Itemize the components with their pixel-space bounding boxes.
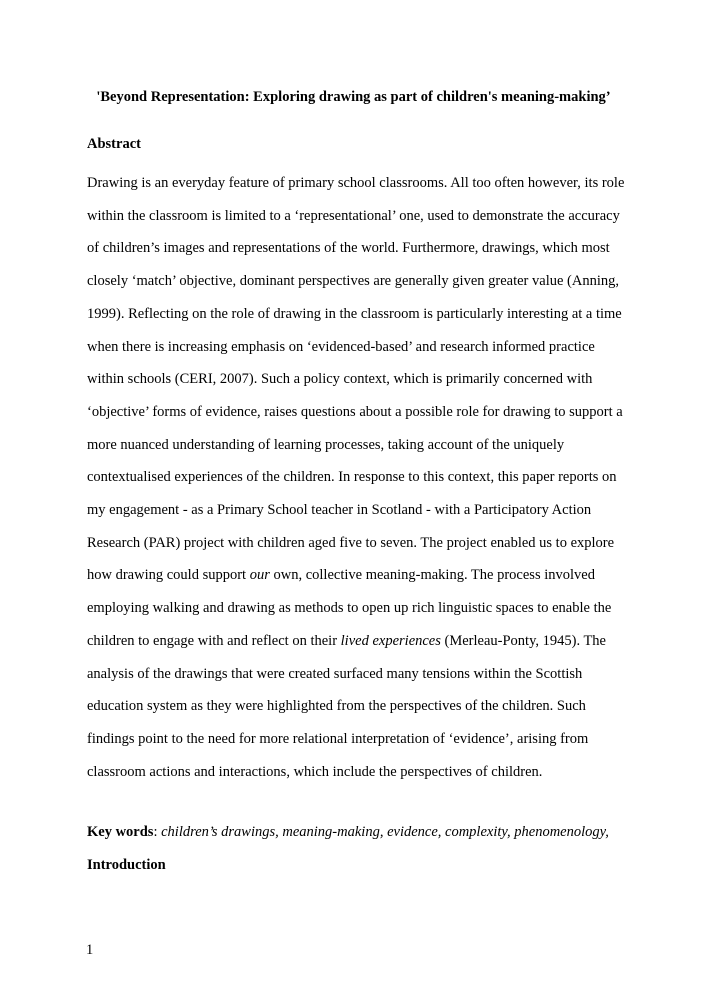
abstract-line: contextualised experiences of the children. In response to this context, this paper reports on (87, 469, 617, 486)
abstract-line: Drawing is an everyday feature of primary school classrooms. All too often however, its role (87, 175, 625, 191)
abstract-line: ‘objective’ forms of evidence, raises questions about a possible role for drawing to support a (87, 403, 623, 420)
abstract-line: classroom actions and interactions, which include the perspectives of children. (87, 763, 543, 780)
abstract-line: how drawing could support our own, collective meaning-making. The process involved (87, 567, 595, 584)
introduction-heading: Introduction (87, 857, 166, 873)
paper-title: 'Beyond Representation: Exploring drawing as part of children's meaning-making’ (96, 89, 611, 105)
page-number: 1 (86, 942, 94, 958)
abstract-line: my engagement - as a Primary School teacher in Scotland - with a Participatory Action (87, 502, 592, 519)
abstract-line: more nuanced understanding of learning processes, taking account of the uniquely (87, 436, 565, 453)
abstract-line: findings point to the need for more relational interpretation of ‘evidence’, arising from (87, 730, 589, 747)
abstract-line: analysis of the drawings that were created surfaced many tensions within the Scottish (87, 665, 583, 682)
abstract-line: Research (PAR) project with children aged five to seven. The project enabled us to explore (87, 534, 615, 551)
abstract-line: within the classroom is limited to a ‘representational’ one, used to demonstrate the accuracy (87, 207, 620, 224)
emphasis-lived-experiences: lived experiences (340, 632, 441, 649)
abstract-line: 1999). Reflecting on the role of drawing in the classroom is particularly interesting at a time (87, 305, 622, 322)
abstract-line: of children’s images and representations of the world. Furthermore, drawings, which most (87, 240, 610, 257)
abstract-line: employing walking and drawing as methods to open up rich linguistic spaces to enable the (87, 600, 612, 617)
abstract-heading: Abstract (87, 136, 141, 152)
abstract-line: closely ‘match’ objective, dominant perspectives are generally given greater value (Anning, (87, 273, 619, 290)
abstract-line: education system as they were highlighted from the perspectives of the children. Such (87, 698, 586, 715)
abstract-line: within schools (CERI, 2007). Such a policy context, which is primarily concerned with (87, 371, 593, 388)
keywords-list: children’s drawings, meaning-making, evidence, complexity, phenomenology, (161, 824, 609, 840)
keywords-separator: : (153, 824, 162, 840)
keywords (87, 822, 609, 842)
keywords-label: Key words (87, 824, 154, 840)
emphasis-our: our (249, 567, 270, 584)
abstract-line: when there is increasing emphasis on ‘evidenced-based’ and research informed practice (87, 338, 595, 355)
abstract-body (87, 167, 627, 788)
abstract-line: children to engage with and reflect on their lived experiences (Merleau-Ponty, 1945). The (87, 632, 606, 649)
